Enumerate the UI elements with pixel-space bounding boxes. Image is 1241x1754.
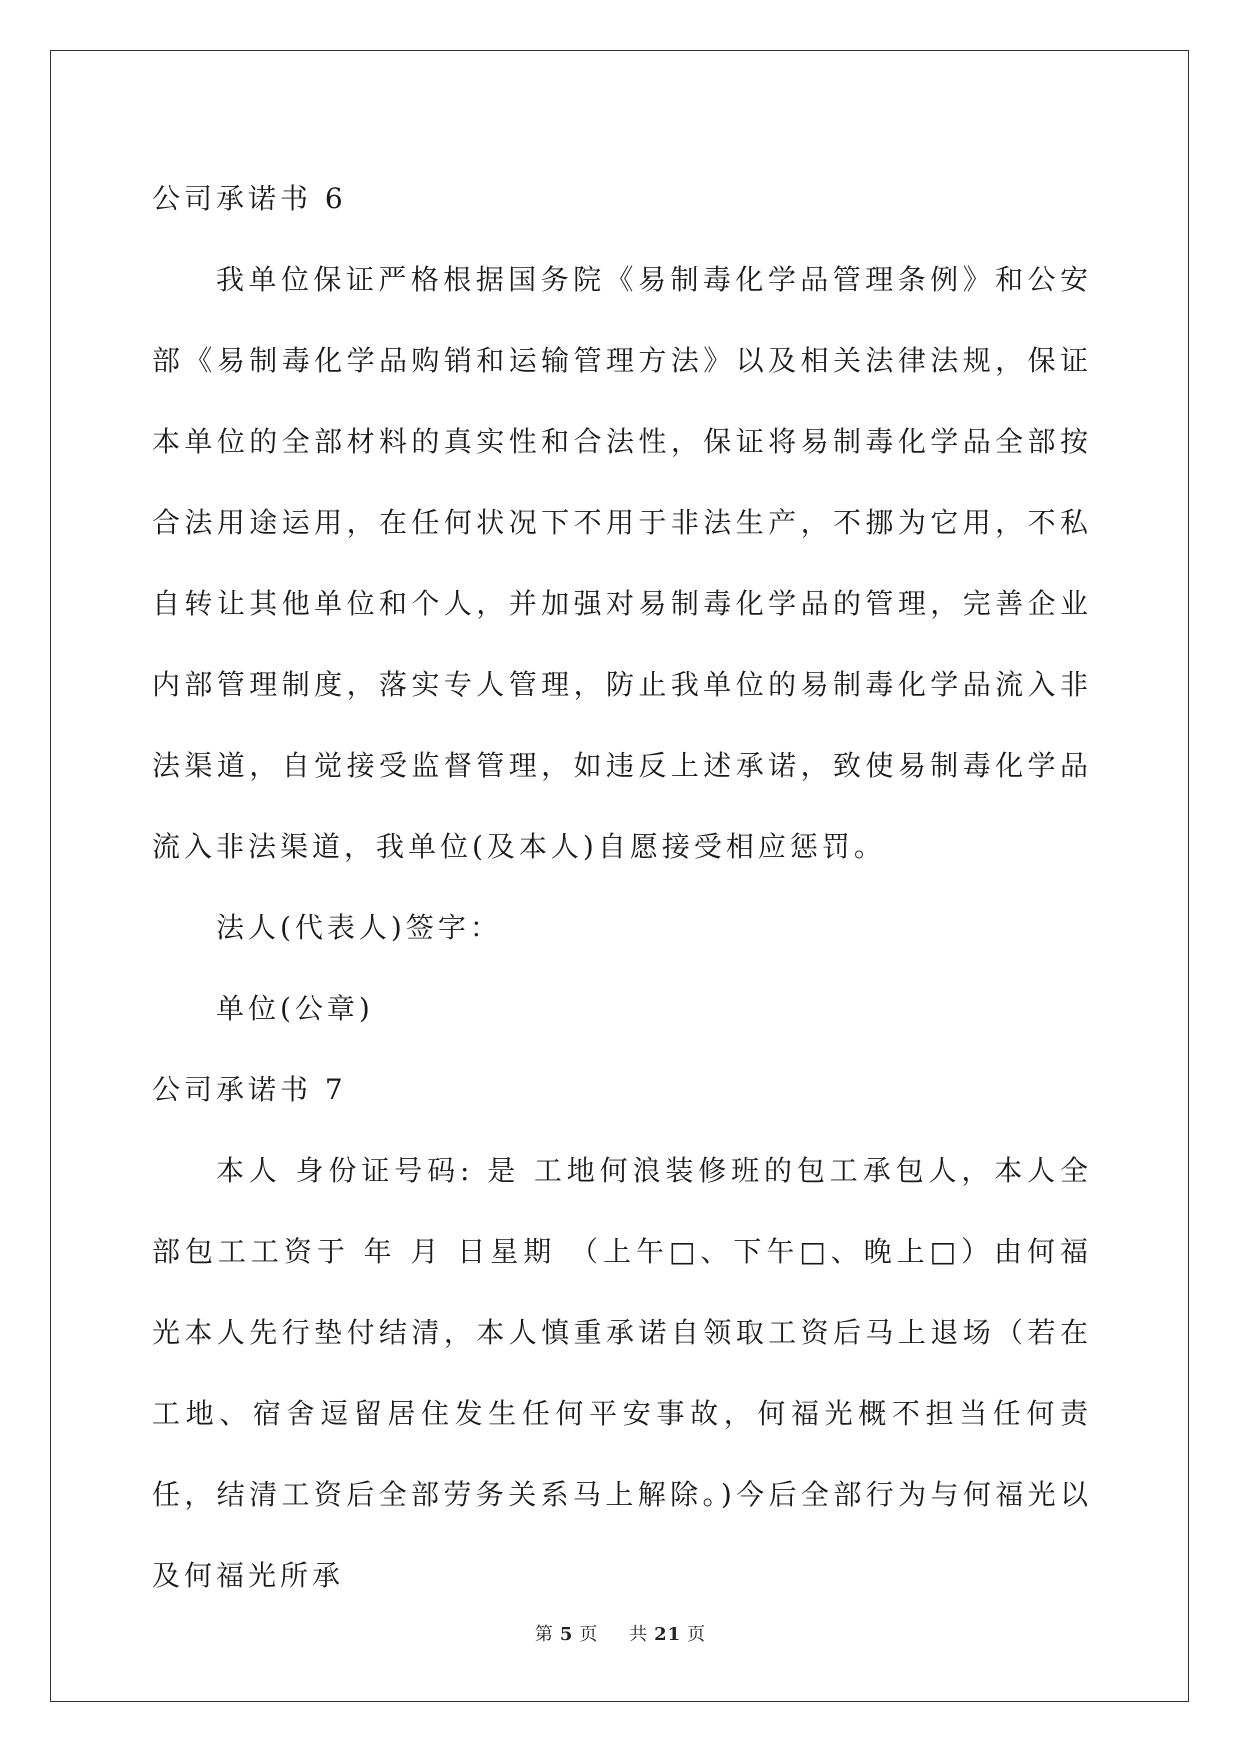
- page-total: [623, 1624, 712, 1645]
- page-number-prefix: 第: [534, 1624, 554, 1645]
- page-number: [529, 1624, 605, 1645]
- section-6-signature-line: 法人(代表人)签字：: [216, 911, 502, 944]
- section-6-paragraph-1: 我单位保证严格根据国务院《易制毒化学品管理条例》和公安部《易制毒化学品购销和运输管理方法》以及相关法律法规，保证本单位的全部材料的真实性和合法性，保证将易制毒化学品全部按合法用途运用，在任何状况下不用于非法生产，不挪为它用，不私自转让其他单位和个人，并加强对易制毒化学品的管理，完善企业内部管理制度，落实专人管理，防止我单位的易制毒化学品流入非法渠道，自觉接受监督管理，如违反上述承诺，致使易制毒化学品流入非法渠道，我单位(及本人)自愿接受相应惩罚。: [152, 263, 1092, 863]
- section-6-seal-line: 单位(公章): [216, 992, 374, 1025]
- page-number-suffix: 页: [579, 1624, 599, 1645]
- page-footer: [0, 1620, 1241, 1646]
- page-total-count: 21: [654, 1624, 682, 1645]
- document-body: [152, 158, 1092, 1616]
- section-7-title: 公司承诺书 7: [152, 1073, 347, 1106]
- section-7-paragraph-1: 本人 身份证号码: 是 工地何浪装修班的包工承包人，本人全部包工工资于 年 月 日星期 （上午□、下午□、晚上□）由何福光本人先行垫付结清，本人慎重承诺自领取工资后马上退场（若在工地、宿舍逗留居住发生任何平安事故，何福光概不担当任何责任，结清工资后全部劳务关系马上解除。)今后全部行为与何福光以及何福光所承: [152, 1154, 1092, 1592]
- page-total-prefix: 共: [629, 1624, 649, 1645]
- page-number-current: 5: [559, 1624, 574, 1645]
- section-6-title: 公司承诺书 6: [152, 182, 347, 215]
- page-total-suffix: 页: [687, 1624, 707, 1645]
